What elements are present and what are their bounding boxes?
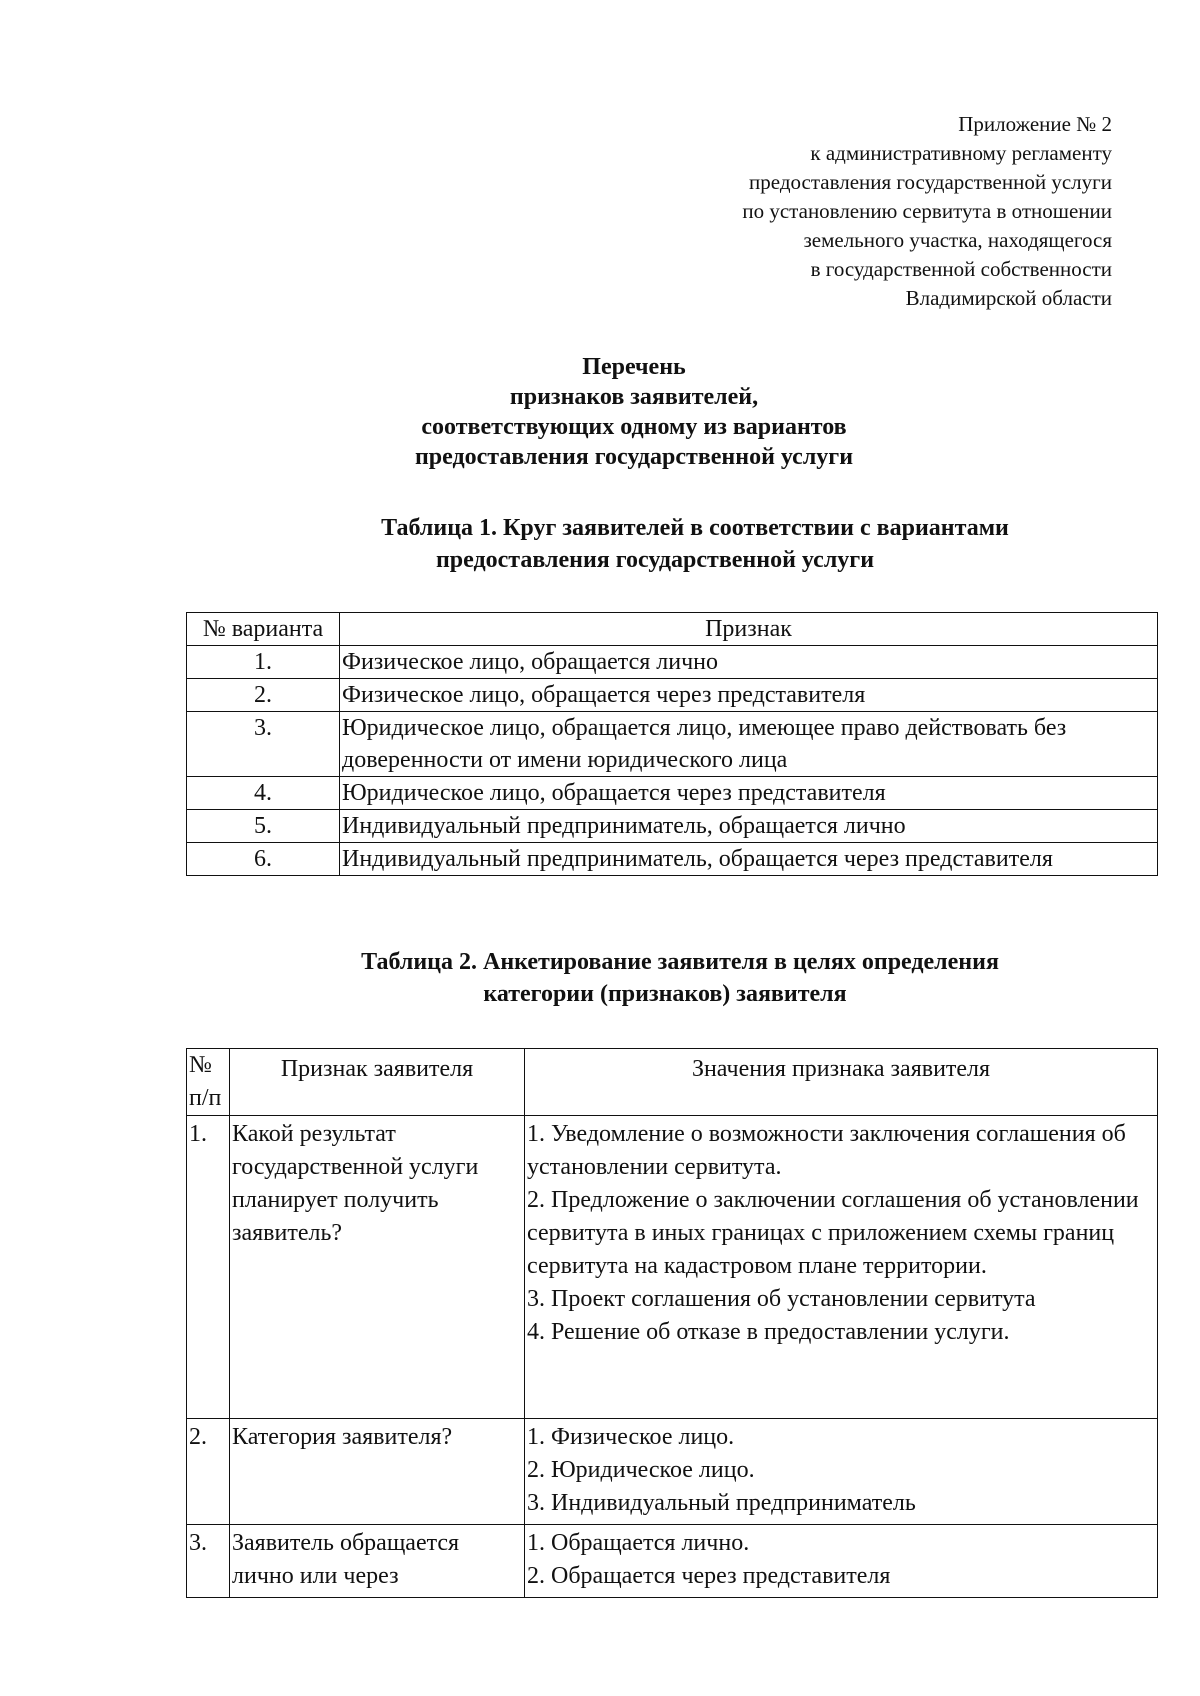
row-number: 1. [187,1116,230,1419]
sign-value: 3. Проект соглашения об установлении сервитута [527,1286,1036,1312]
table-row [187,1116,1158,1419]
table-header-row [187,613,1158,646]
annex-line: земельного участка, находящегося [803,228,1112,252]
variant-sign: Юридическое лицо, обращается лицо, имеющее право действовать без доверенности от имени юридического лица [340,712,1158,777]
variant-sign: Юридическое лицо, обращается через представителя [340,777,1158,810]
column-header-applicant-sign: Признак заявителя [230,1049,525,1116]
table-row [187,679,1158,712]
table-row [187,646,1158,679]
annex-line: предоставления государственной услуги [749,170,1112,194]
applicant-sign: Какой результат государственной услуги планирует получить заявитель? [230,1116,525,1419]
variant-number: 5. [187,810,340,843]
variant-number: 2. [187,679,340,712]
table-row [187,843,1158,876]
variant-number: 3. [187,712,340,777]
title-line: соответствующих одному из вариантов [421,414,847,440]
applicants-variants-table [186,612,1158,876]
column-header-number: № п/п [187,1049,230,1116]
table2-caption-line: категории (признаков) заявителя [483,981,847,1007]
document-title [0,352,1200,472]
sign-values [525,1116,1158,1419]
table-row [187,712,1158,777]
title-line: Перечень [582,354,686,380]
row-number: 3. [187,1525,230,1598]
sign-value: 1. Обращается лично. [527,1530,750,1556]
sign-value: 2. Обращается через представителя [527,1563,891,1589]
variant-number: 6. [187,843,340,876]
table-row [187,810,1158,843]
title-line: признаков заявителей, [509,384,759,410]
table-row [187,777,1158,810]
sign-values [525,1525,1158,1598]
annex-header [592,110,1112,313]
sign-value: 1. Уведомление о возможности заключения соглашения об установлении сервитута. [527,1121,1126,1180]
annex-line: по установлению сервитута в отношении [742,199,1112,223]
column-header-variant: № варианта [187,613,340,646]
table1-caption-line: Таблица 1. Круг заявителей в соответствии с вариантами [381,515,1009,541]
sign-values [525,1419,1158,1525]
annex-line: Приложение № 2 [958,112,1112,136]
title-line: предоставления государственной услуги [414,444,854,470]
table-row [187,1419,1158,1525]
sign-value: 1. Физическое лицо. [527,1424,735,1450]
applicant-sign: Заявитель обращается лично или через [230,1525,525,1598]
annex-line: к административному регламенту [810,141,1112,165]
variant-sign: Индивидуальный предприниматель, обращается через представителя [340,843,1158,876]
row-number: 2. [187,1419,230,1525]
sign-value: 3. Индивидуальный предприниматель [527,1490,916,1516]
applicant-questionnaire-table [186,1048,1158,1598]
column-header-sign: Признак [340,613,1158,646]
sign-value: 2. Юридическое лицо. [527,1457,755,1483]
table2-caption-line: Таблица 2. Анкетирование заявителя в целях определения [361,949,999,975]
annex-line: в государственной собственности [810,257,1112,281]
table2-caption [0,946,1200,1010]
table1-caption [0,512,1200,576]
variant-number: 1. [187,646,340,679]
column-header-sign-values: Значения признака заявителя [525,1049,1158,1116]
sign-value: 2. Предложение о заключении соглашения об установлении сервитута в иных границах с приложением схемы границ сервитута на кадастровом плане территории. [527,1187,1139,1279]
variant-sign: Индивидуальный предприниматель, обращается лично [340,810,1158,843]
variant-number: 4. [187,777,340,810]
variant-sign: Физическое лицо, обращается лично [340,646,1158,679]
table-header-row [187,1049,1158,1116]
table-row [187,1525,1158,1598]
table1-caption-line: предоставления государственной услуги [435,547,875,573]
variant-sign: Физическое лицо, обращается через представителя [340,679,1158,712]
applicant-sign: Категория заявителя? [230,1419,525,1525]
annex-line: Владимирской области [905,286,1112,310]
sign-value: 4. Решение об отказе в предоставлении услуги. [527,1319,1010,1345]
